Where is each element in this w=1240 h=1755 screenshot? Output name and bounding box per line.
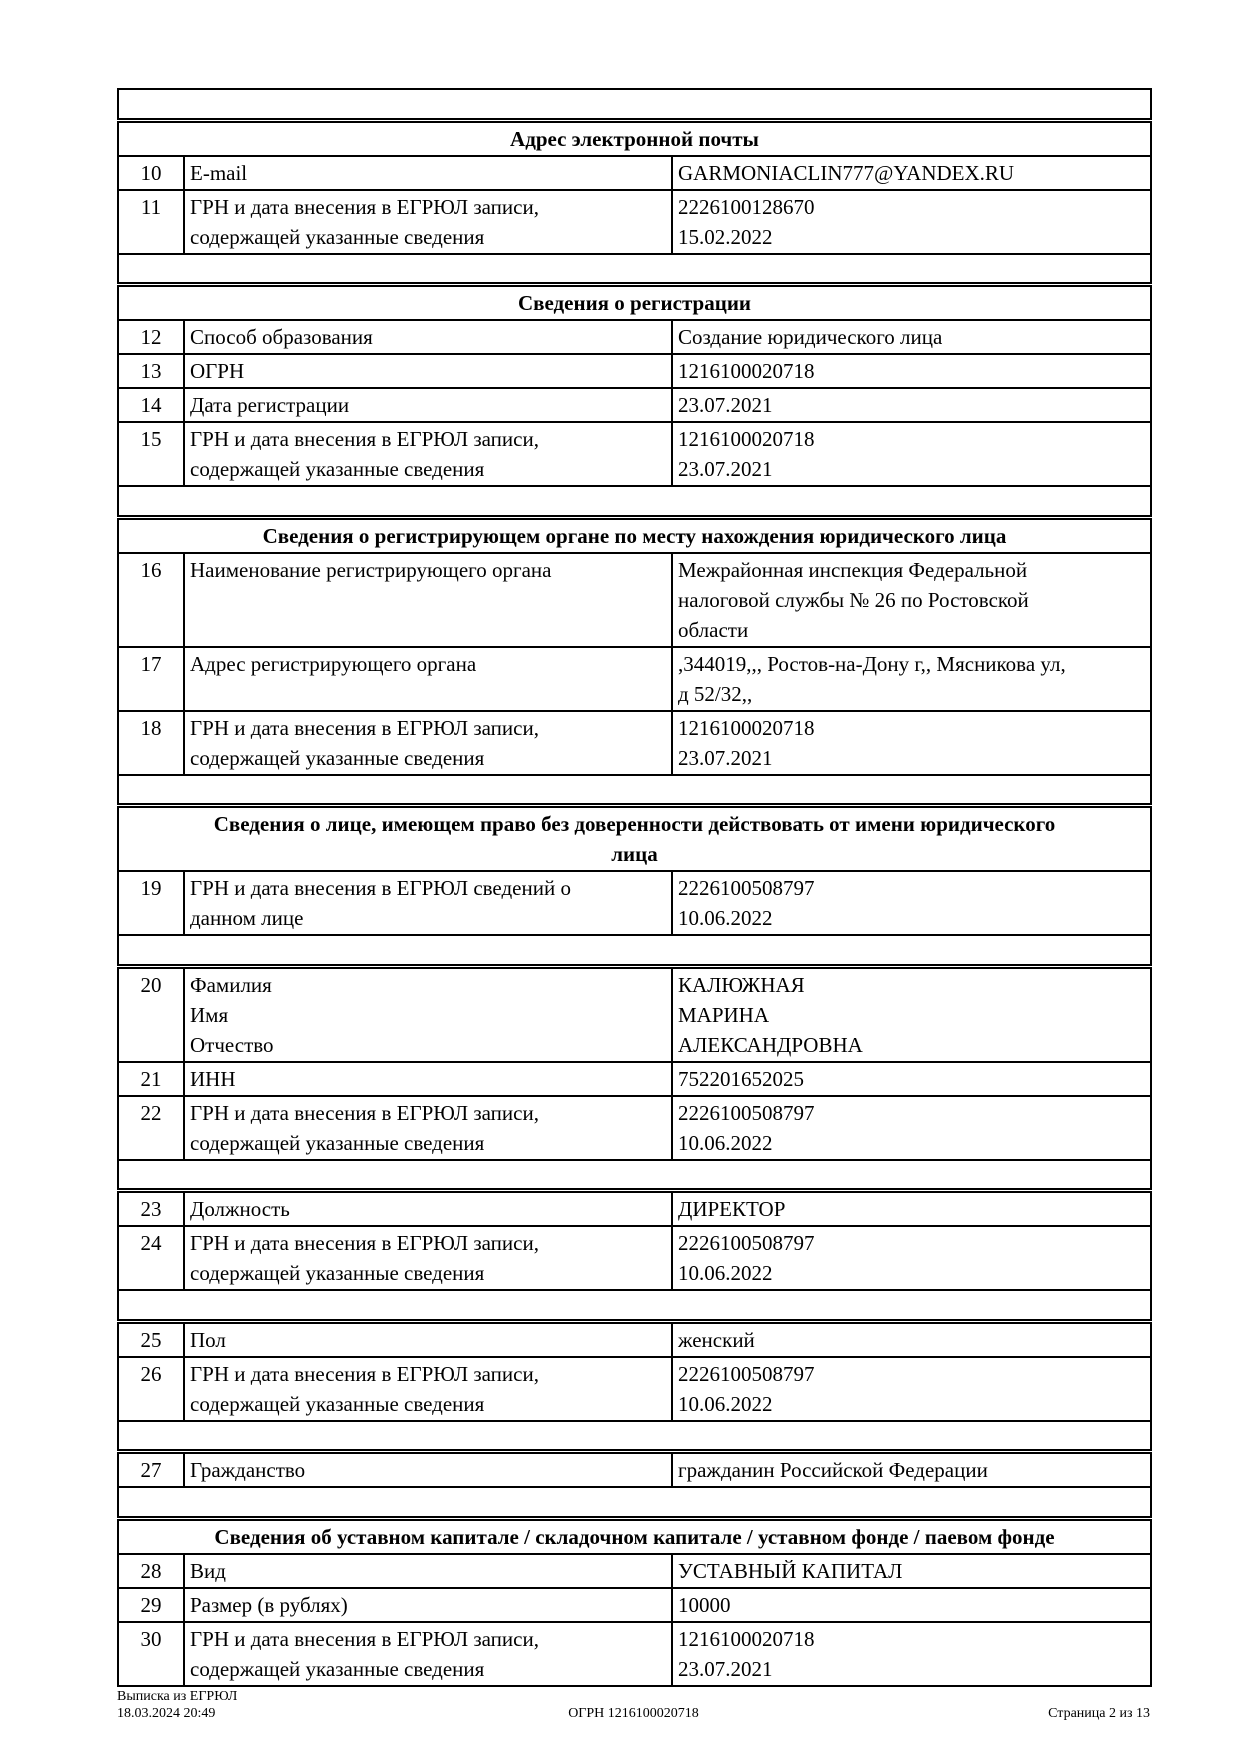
- row-number: 12: [118, 320, 184, 354]
- field-value-line: 10.06.2022: [678, 1130, 773, 1155]
- field-value-line: 752201652025: [678, 1066, 804, 1091]
- field-label: [184, 422, 672, 486]
- section-gap-row: [118, 1160, 1151, 1191]
- field-label-line: ГРН и дата внесения в ЕГРЮЛ записи,: [190, 427, 539, 451]
- section-gap-cell: [118, 935, 1151, 966]
- field-value: [672, 1452, 1151, 1488]
- field-value: [672, 966, 1151, 1062]
- field-value-line: налоговой службы № 26 по Ростовской: [678, 587, 1029, 612]
- table-row: [118, 354, 1151, 388]
- field-value-line: 23.07.2021: [678, 393, 773, 417]
- field-value: [672, 1588, 1151, 1622]
- table-row: [118, 1062, 1151, 1096]
- field-value-line: 2226100508797: [678, 1100, 815, 1125]
- field-label: [184, 1226, 672, 1290]
- footer-doc-type: Выписка из ЕГРЮЛ: [117, 1689, 238, 1704]
- table-row: [118, 1452, 1151, 1488]
- field-label: [184, 871, 672, 935]
- section-title: [118, 806, 1151, 872]
- field-value-line: Создание юридического лица: [678, 325, 943, 349]
- field-value-line: 1216100020718: [678, 359, 815, 383]
- field-label-line: Адрес регистрирующего органа: [190, 651, 477, 676]
- field-label: [184, 1452, 672, 1488]
- row-number: 18: [118, 711, 184, 775]
- row-number: 13: [118, 354, 184, 388]
- section-title: [118, 517, 1151, 553]
- field-label: [184, 320, 672, 354]
- field-label-line: Гражданство: [190, 1458, 306, 1482]
- table-row: [118, 647, 1151, 711]
- table-row: [118, 1622, 1151, 1686]
- field-label-line: Наименование регистрирующего органа: [190, 557, 552, 582]
- field-value: [672, 1321, 1151, 1357]
- egrul-table-body: [118, 89, 1151, 1686]
- field-value-line: 10000: [678, 1592, 731, 1617]
- field-label: [184, 354, 672, 388]
- row-number: 15: [118, 422, 184, 486]
- field-value: [672, 1191, 1151, 1227]
- field-value-line: 1216100020718: [678, 1626, 815, 1651]
- table-row: [118, 1226, 1151, 1290]
- row-number: 26: [118, 1357, 184, 1421]
- table-row: [118, 1554, 1151, 1588]
- field-value-line: 2226100128670: [678, 194, 815, 219]
- section-title-line: Сведения об уставном капитале / складочном капитале / уставном фонде / паевом фонде: [214, 1524, 1055, 1549]
- section-gap-cell: [118, 1290, 1151, 1321]
- field-value-line: 10.06.2022: [678, 906, 773, 930]
- field-value-line: 15.02.2022: [678, 224, 773, 249]
- table-row: [118, 1096, 1151, 1160]
- section-gap-cell: [118, 1160, 1151, 1191]
- table-row: [118, 320, 1151, 354]
- field-label-line: Способ образования: [190, 325, 373, 349]
- table-row: [118, 190, 1151, 254]
- field-value: [672, 1096, 1151, 1160]
- section-title: [118, 1518, 1151, 1554]
- field-value-line: УСТАВНЫЙ КАПИТАЛ: [678, 1558, 903, 1583]
- footer-generated-at: 18.03.2024 20:49: [117, 1706, 216, 1721]
- table-row: [118, 1357, 1151, 1421]
- table-row: [118, 422, 1151, 486]
- field-label-line: ГРН и дата внесения в ЕГРЮЛ сведений о: [190, 876, 571, 900]
- section-header-row: [118, 120, 1151, 156]
- section-title-line: лица: [611, 842, 658, 866]
- table-row: [118, 711, 1151, 775]
- field-value: [672, 553, 1151, 647]
- row-number: 25: [118, 1321, 184, 1357]
- section-header-row: [118, 1518, 1151, 1554]
- field-label-line: содержащей указанные сведения: [190, 1656, 485, 1681]
- row-number: 22: [118, 1096, 184, 1160]
- field-label-line: содержащей указанные сведения: [190, 1391, 485, 1416]
- field-label-line: содержащей указанные сведения: [190, 745, 485, 770]
- field-value-line: женский: [678, 1327, 755, 1352]
- field-value-line: д 52/32,,: [678, 681, 753, 706]
- section-title: [118, 120, 1151, 156]
- field-label: [184, 388, 672, 422]
- field-value: [672, 156, 1151, 190]
- field-label: [184, 711, 672, 775]
- section-gap-row: [118, 486, 1151, 517]
- page-continuation-cell: [118, 89, 1151, 120]
- field-value: [672, 1062, 1151, 1096]
- field-value-line: гражданин Российской Федерации: [678, 1458, 988, 1482]
- field-label-line: ИНН: [190, 1066, 236, 1091]
- field-label-line: Вид: [190, 1558, 226, 1583]
- section-gap-row: [118, 1290, 1151, 1321]
- field-label-line: Размер (в рублях): [190, 1592, 348, 1617]
- row-number: 29: [118, 1588, 184, 1622]
- row-number: 24: [118, 1226, 184, 1290]
- field-value: [672, 1554, 1151, 1588]
- field-value-line: ДИРЕКТОР: [678, 1197, 786, 1221]
- row-number: 23: [118, 1191, 184, 1227]
- field-label-line: ГРН и дата внесения в ЕГРЮЛ записи,: [190, 1626, 539, 1651]
- field-label-line: ГРН и дата внесения в ЕГРЮЛ записи,: [190, 715, 539, 740]
- field-value-line: 2226100508797: [678, 1361, 815, 1386]
- table-row: [118, 966, 1151, 1062]
- table-row: [118, 1191, 1151, 1227]
- field-label-line: Дата регистрации: [190, 393, 350, 417]
- section-gap-row: [118, 1421, 1151, 1452]
- field-label: [184, 1357, 672, 1421]
- section-title-line: Сведения о лице, имеющем право без доверенности действовать от имени юридического: [213, 812, 1056, 836]
- egrul-extract-table: [117, 88, 1152, 1687]
- field-value: [672, 388, 1151, 422]
- field-value-line: 1216100020718: [678, 427, 815, 451]
- field-value-line: 23.07.2021: [678, 457, 773, 481]
- field-value: [672, 1357, 1151, 1421]
- row-number: 20: [118, 966, 184, 1062]
- table-row: [118, 1588, 1151, 1622]
- field-label-line: Должность: [190, 1197, 290, 1221]
- field-value: [672, 647, 1151, 711]
- field-label: [184, 1321, 672, 1357]
- section-gap-cell: [118, 775, 1151, 806]
- field-value-line: 23.07.2021: [678, 745, 773, 770]
- field-value-line: GARMONIACLIN777@YANDEX.RU: [678, 160, 1015, 185]
- field-label: [184, 1096, 672, 1160]
- section-title-line: Адрес электронной почты: [510, 126, 759, 151]
- section-gap-cell: [118, 1421, 1151, 1452]
- row-number: 16: [118, 553, 184, 647]
- field-label-line: Фамилия: [190, 972, 272, 997]
- field-value-line: МАРИНА: [678, 1002, 770, 1027]
- field-value: [672, 354, 1151, 388]
- field-value: [672, 871, 1151, 935]
- section-header-row: [118, 806, 1151, 872]
- field-label: [184, 190, 672, 254]
- section-title-line: Сведения о регистрирующем органе по месту нахождения юридического лица: [262, 523, 1007, 548]
- field-label: [184, 1622, 672, 1686]
- field-label-line: ГРН и дата внесения в ЕГРЮЛ записи,: [190, 194, 539, 219]
- row-number: 30: [118, 1622, 184, 1686]
- field-label: [184, 1588, 672, 1622]
- footer-ogrn: ОГРН 1216100020718: [568, 1706, 699, 1721]
- row-number: 19: [118, 871, 184, 935]
- section-gap-row: [118, 254, 1151, 285]
- section-gap-row: [118, 935, 1151, 966]
- field-value-line: 2226100508797: [678, 1231, 815, 1255]
- field-value-line: 1216100020718: [678, 715, 815, 740]
- row-number: 27: [118, 1452, 184, 1488]
- field-value-line: ,344019,,, Ростов-на-Дону г,, Мясникова ул,: [678, 651, 1066, 676]
- row-number: 28: [118, 1554, 184, 1588]
- field-label-line: содержащей указанные сведения: [190, 1261, 485, 1285]
- field-value-line: 10.06.2022: [678, 1391, 773, 1416]
- row-number: 14: [118, 388, 184, 422]
- section-gap-cell: [118, 1487, 1151, 1518]
- row-number: 21: [118, 1062, 184, 1096]
- section-gap-row: [118, 1487, 1151, 1518]
- field-value-line: 2226100508797: [678, 876, 815, 900]
- field-value-line: области: [678, 617, 749, 642]
- field-label: [184, 156, 672, 190]
- table-row: [118, 388, 1151, 422]
- table-row: [118, 156, 1151, 190]
- section-gap-cell: [118, 254, 1151, 285]
- field-label-line: содержащей указанные сведения: [190, 457, 485, 481]
- section-header-row: [118, 517, 1151, 553]
- table-row: [118, 553, 1151, 647]
- field-label-line: содержащей указанные сведения: [190, 1130, 485, 1155]
- field-value: [672, 1622, 1151, 1686]
- table-row: [118, 1321, 1151, 1357]
- field-label-line: данном лице: [190, 906, 304, 930]
- field-label-line: Пол: [190, 1327, 226, 1352]
- field-value: [672, 1226, 1151, 1290]
- field-label-line: ГРН и дата внесения в ЕГРЮЛ записи,: [190, 1231, 539, 1255]
- field-label: [184, 966, 672, 1062]
- row-number: 17: [118, 647, 184, 711]
- field-label: [184, 1554, 672, 1588]
- field-value-line: 10.06.2022: [678, 1261, 773, 1285]
- section-header-row: [118, 285, 1151, 321]
- row-number: 10: [118, 156, 184, 190]
- page-continuation-row: [118, 89, 1151, 120]
- section-gap-cell: [118, 486, 1151, 517]
- field-label-line: ГРН и дата внесения в ЕГРЮЛ записи,: [190, 1361, 539, 1386]
- field-label: [184, 553, 672, 647]
- field-value: [672, 422, 1151, 486]
- section-gap-row: [118, 775, 1151, 806]
- field-label: [184, 1191, 672, 1227]
- section-title-line: Сведения о регистрации: [517, 291, 752, 315]
- field-label: [184, 1062, 672, 1096]
- field-label-line: ОГРН: [190, 359, 245, 383]
- field-label-line: E-mail: [190, 160, 248, 185]
- section-title: [118, 285, 1151, 321]
- field-label-line: Имя: [190, 1002, 229, 1027]
- field-value: [672, 190, 1151, 254]
- field-label-line: Отчество: [190, 1032, 274, 1057]
- footer-page-number: Страница 2 из 13: [1048, 1706, 1150, 1721]
- field-value: [672, 711, 1151, 775]
- field-value-line: КАЛЮЖНАЯ: [678, 972, 805, 997]
- field-value-line: АЛЕКСАНДРОВНА: [678, 1032, 863, 1057]
- field-label: [184, 647, 672, 711]
- row-number: 11: [118, 190, 184, 254]
- field-value: [672, 320, 1151, 354]
- field-value-line: Межрайонная инспекция Федеральной: [678, 557, 1028, 582]
- field-value-line: 23.07.2021: [678, 1656, 773, 1681]
- field-label-line: ГРН и дата внесения в ЕГРЮЛ записи,: [190, 1100, 539, 1125]
- table-row: [118, 871, 1151, 935]
- field-label-line: содержащей указанные сведения: [190, 224, 485, 249]
